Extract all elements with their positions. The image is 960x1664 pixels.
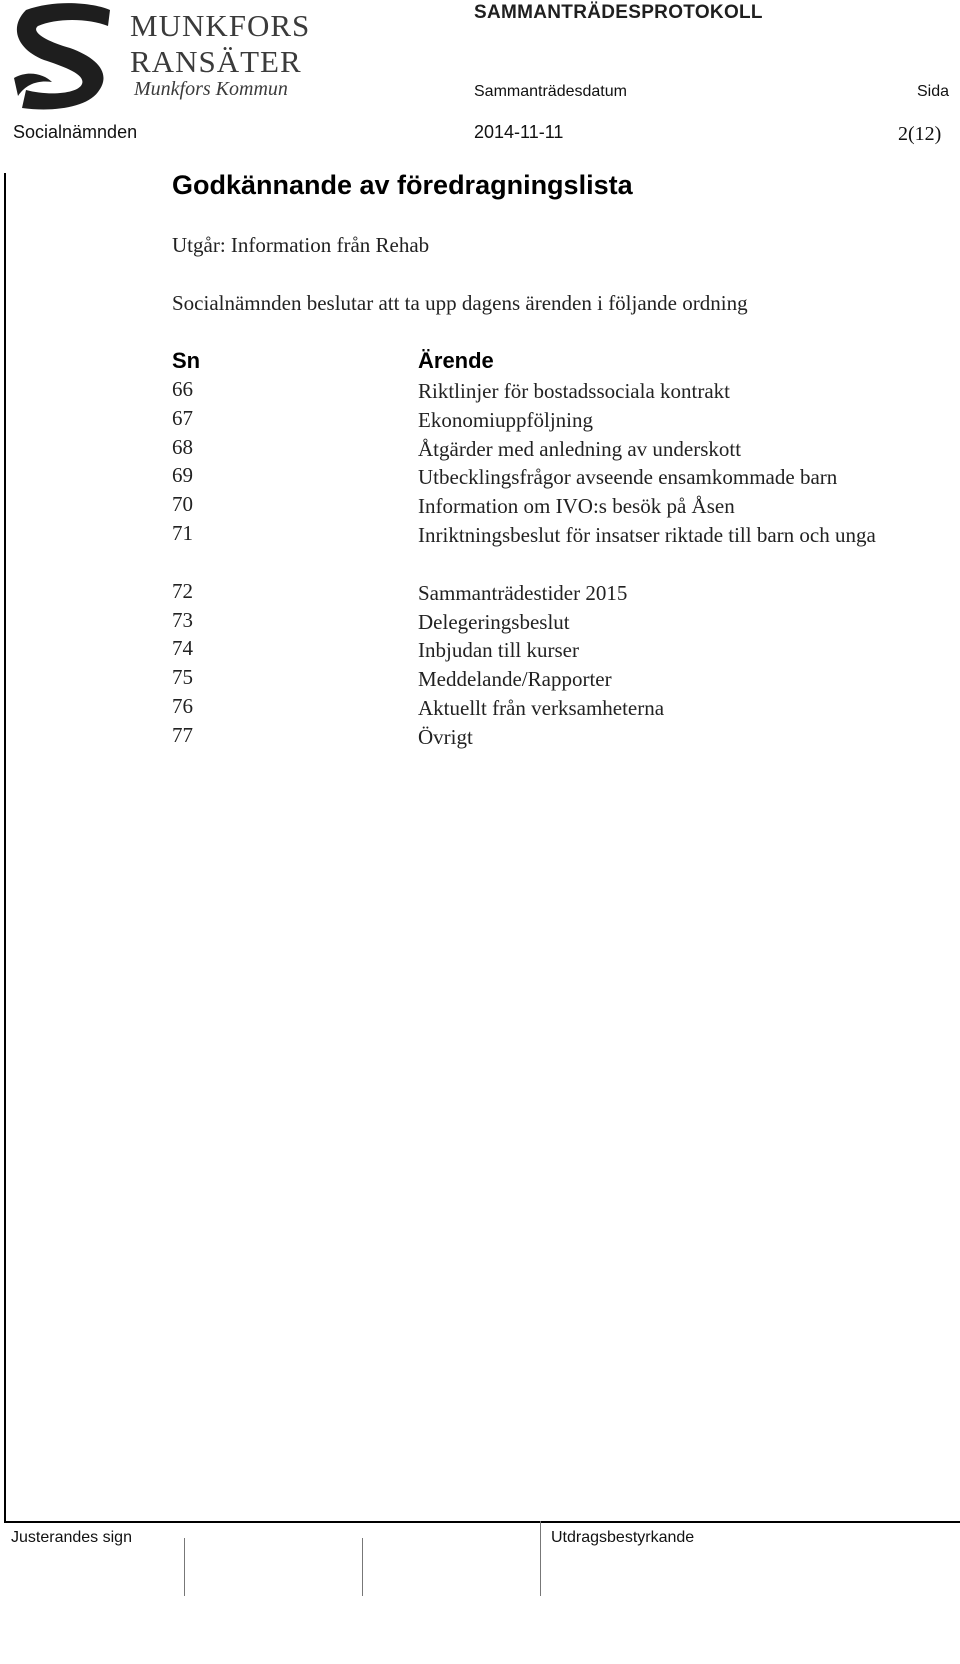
item-number: 66 xyxy=(172,377,193,401)
meeting-date: 2014-11-11 xyxy=(474,122,564,142)
signature-box-divider xyxy=(362,1538,363,1596)
signature-box-divider xyxy=(184,1538,185,1596)
item-number: 76 xyxy=(172,694,193,718)
item-title: Meddelande/Rapporter xyxy=(418,667,612,691)
item-title: Delegeringsbeslut xyxy=(418,610,570,634)
item-number: 68 xyxy=(172,435,193,459)
item-number: 67 xyxy=(172,406,193,430)
logo-line-2: RANSÄTER xyxy=(130,44,302,79)
item-number: 73 xyxy=(172,608,193,632)
item-number: 72 xyxy=(172,579,193,603)
intro-text: Socialnämnden beslutar att ta upp dagens ärenden i följande ordning xyxy=(172,291,748,315)
item-title: Inriktningsbeslut för insatser riktade till barn och unga xyxy=(418,523,876,547)
logo-line-3: Munkfors Kommun xyxy=(134,78,288,100)
logo-emblem-icon xyxy=(8,0,118,115)
item-title: Övrigt xyxy=(418,725,473,749)
item-number: 69 xyxy=(172,463,193,487)
item-title: Utbecklingsfrågor avseende ensamkommade barn xyxy=(418,465,838,489)
item-title: Inbjudan till kurser xyxy=(418,638,579,662)
extract-label: Utdragsbestyrkande xyxy=(551,1529,695,1546)
item-title: Aktuellt från verksamheterna xyxy=(418,696,665,720)
municipality-logo xyxy=(8,0,311,115)
document-title: SAMMANTRÄDESPROTOKOLL xyxy=(474,2,763,23)
column-header-sn: Sn xyxy=(172,348,201,373)
signature-box-divider xyxy=(540,1521,541,1596)
item-number: 74 xyxy=(172,636,193,660)
left-margin-line xyxy=(4,173,6,1523)
item-number: 77 xyxy=(172,723,193,747)
page-number: 2(12) xyxy=(898,123,942,145)
item-number: 70 xyxy=(172,492,193,516)
footer-divider xyxy=(4,1521,960,1523)
item-title: Åtgärder med anledning av underskott xyxy=(418,437,742,461)
column-header-arende: Ärende xyxy=(418,348,494,373)
item-title: Information om IVO:s besök på Åsen xyxy=(418,494,735,518)
item-title: Riktlinjer för bostadssociala kontrakt xyxy=(418,379,731,403)
item-title: Ekonomiuppföljning xyxy=(418,408,593,432)
item-title: Sammanträdestider 2015 xyxy=(418,581,628,605)
logo-line-1: MUNKFORS xyxy=(130,8,311,43)
item-number: 75 xyxy=(172,665,193,689)
date-label: Sammanträdesdatum xyxy=(474,83,627,100)
sign-label: Justerandes sign xyxy=(11,1529,132,1546)
page-label: Sida xyxy=(917,83,950,100)
committee-name: Socialnämnden xyxy=(13,122,138,142)
item-number: 71 xyxy=(172,521,193,545)
section-heading: Godkännande av föredragningslista xyxy=(172,170,633,200)
note-text: Utgår: Information från Rehab xyxy=(172,233,430,257)
